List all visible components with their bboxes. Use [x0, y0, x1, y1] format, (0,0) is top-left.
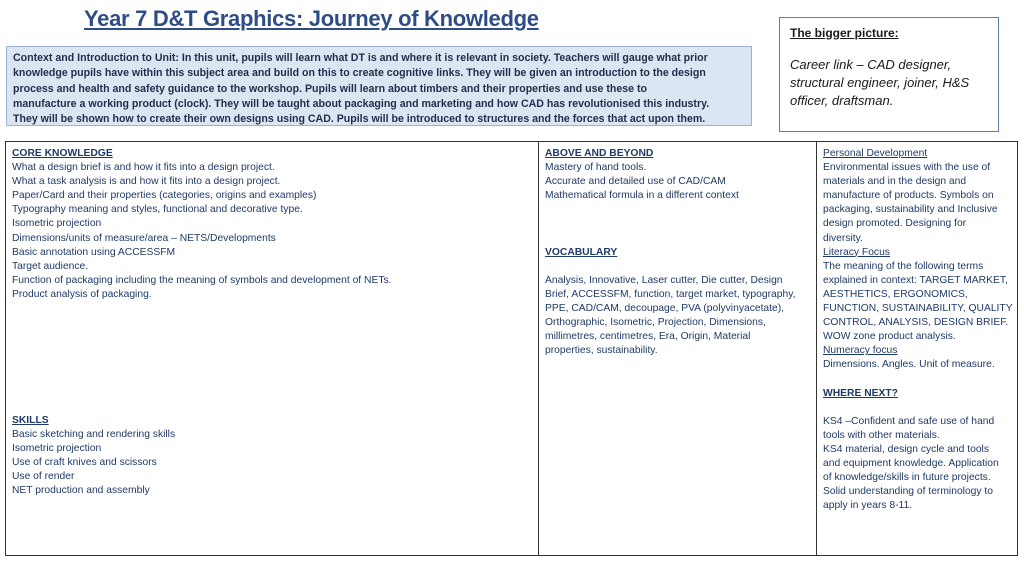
text-line: Dimensions. Angles. Unit of measure. — [823, 359, 995, 371]
list-item: Paper/Card and their properties (categories, origins and examples) — [12, 190, 317, 202]
vocabulary-line: Brief, ACCESSFM, function, target market, typography, — [545, 288, 796, 300]
list-item: Typography meaning and styles, functional and decorative type. — [12, 204, 303, 216]
text-line: FUNCTION, SUSTAINABILITY, QUALITY — [823, 303, 1013, 315]
above-beyond-column — [539, 142, 817, 555]
where-next-heading: WHERE NEXT? — [823, 387, 898, 399]
list-item: Dimensions/units of measure/area – NETS/Developments — [12, 232, 276, 244]
context-line: They will be shown how to create their own designs using CAD. Pupils will be introduced to structures and the forces that act upon them. — [13, 113, 706, 126]
text-line: of knowledge/skills in future projects. — [823, 472, 991, 484]
list-item: Use of craft knives and scissors — [12, 457, 157, 469]
text-line: explained in context: TARGET MARKET, — [823, 274, 1008, 286]
skills-heading: SKILLS — [12, 415, 49, 426]
list-item: Mastery of hand tools. — [545, 162, 647, 174]
context-line: knowledge pupils have within this subject area and build on this to create cognitive links. They will be given an introduction to the design — [13, 67, 706, 80]
vocabulary-line: Orthographic, Isometric, Projection, Dimensions, — [545, 317, 766, 329]
vocabulary-line: Analysis, Innovative, Laser cutter, Die cutter, Design — [545, 274, 783, 286]
list-item: What a design brief is and how it fits into a design project. — [12, 162, 275, 174]
context-line: process and health and safety guidance to the workshop. Pupils will learn about timbers and their properties and use these to — [13, 82, 647, 95]
text-line: design promoted. Designing for — [823, 218, 967, 230]
personal-development-heading: Personal Development — [823, 148, 928, 159]
list-item: Product analysis of packaging. — [12, 288, 152, 300]
vocabulary-line: properties, sustainability. — [545, 345, 658, 357]
vocabulary-line: PPE, CAD/CAM, decoupage, PVA (polyvinyacetate), — [545, 303, 785, 315]
text-line: KS4 material, design cycle and tools — [823, 443, 989, 455]
list-item: Accurate and detailed use of CAD/CAM — [545, 176, 726, 188]
text-line: tools with other materials. — [823, 429, 940, 441]
text-line: Environmental issues with the use of — [823, 162, 991, 174]
personal-development-column — [817, 142, 1017, 555]
core-knowledge-heading: CORE KNOWLEDGE — [12, 148, 113, 159]
above-beyond-heading: ABOVE AND BEYOND — [545, 148, 654, 159]
list-item: Target audience. — [12, 260, 89, 272]
bigger-picture-heading: The bigger picture: — [790, 26, 899, 40]
text-line: WOW zone product analysis. — [823, 331, 956, 343]
vocabulary-line: millimetres, centimetres, Era, Origin, Material — [545, 331, 751, 343]
text-line: apply in years 8-11. — [823, 500, 913, 512]
context-line: manufacture a working product (clock). They will be taught about packaging and marketing and how CAD has revolutionised this industry. — [13, 97, 710, 110]
text-line: manufacture of products. Symbols on — [823, 190, 994, 202]
core-knowledge-column — [6, 142, 539, 555]
list-item: Isometric projection — [12, 218, 102, 230]
text-line: diversity. — [823, 232, 863, 244]
list-item: NET production and assembly — [12, 485, 150, 497]
context-line: Context and Introduction to Unit: In this unit, pupils will learn what DT is and where it is relevant in society. Teachers will gauge what prior — [13, 52, 708, 64]
knowledge-grid — [5, 141, 1018, 556]
page-title: Year 7 D&T Graphics: Journey of Knowledge — [84, 6, 539, 31]
vocabulary-heading: VOCABULARY — [545, 246, 618, 258]
text-line: packaging, sustainability and Inclusive — [823, 204, 998, 216]
context-intro-box — [6, 46, 752, 126]
text-line: and equipment knowledge. Application — [823, 458, 999, 470]
list-item: Basic sketching and rendering skills — [12, 429, 176, 441]
text-line: CONTROL, ANALYSIS, DESIGN BRIEF. — [823, 317, 1009, 329]
text-line: KS4 –Confident and safe use of hand — [823, 415, 995, 427]
list-item: Function of packaging including the meaning of symbols and development of NETs. — [12, 274, 392, 286]
text-line: AESTHETICS, ERGONOMICS, — [823, 288, 968, 300]
text-line: materials and in the design and — [823, 176, 967, 188]
list-item: Use of render — [12, 471, 75, 483]
list-item: Basic annotation using ACCESSFM — [12, 246, 176, 258]
bigger-picture-text: Career link – CAD designer, structural engineer, joiner, H&S officer, draftsman. — [790, 57, 970, 108]
text-line: Solid understanding of terminology to — [823, 486, 994, 498]
skills-section — [12, 414, 175, 499]
literacy-focus-heading: Literacy Focus — [823, 246, 890, 258]
list-item: What a task analysis is and how it fits into a design project. — [12, 176, 281, 188]
text-line: The meaning of the following terms — [823, 260, 984, 272]
numeracy-focus-heading: Numeracy focus — [823, 345, 898, 357]
list-item: Mathematical formula in a different context — [545, 190, 739, 202]
list-item: Isometric projection — [12, 443, 102, 455]
bigger-picture-box — [779, 17, 999, 132]
